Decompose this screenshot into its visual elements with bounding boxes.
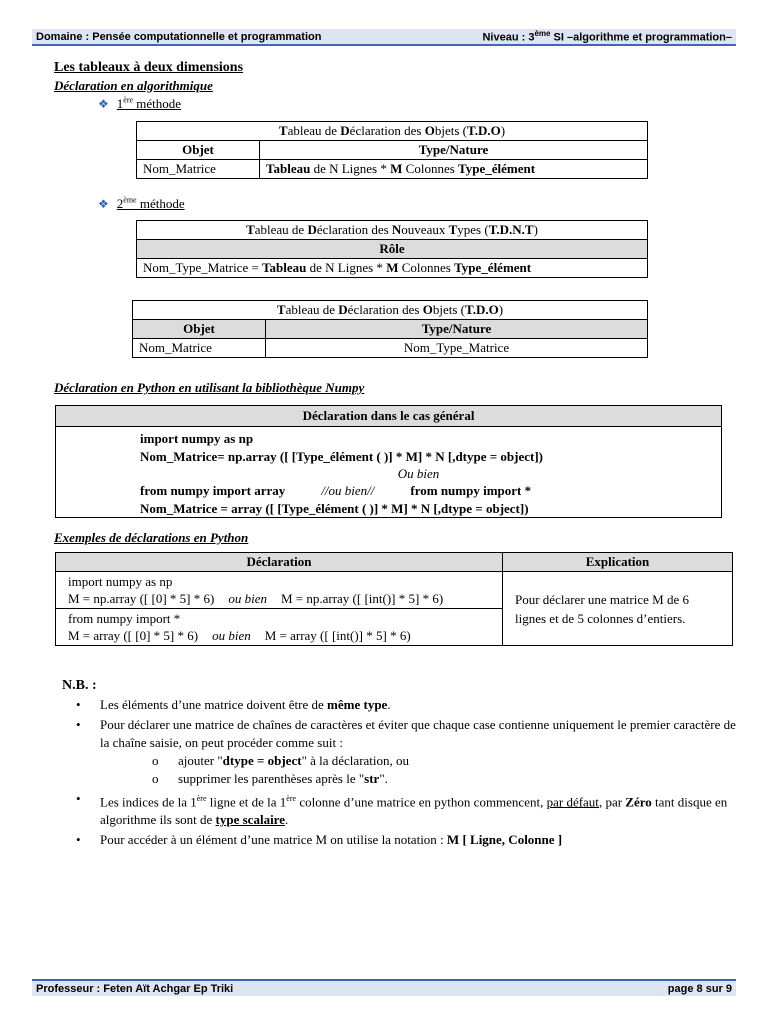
nb-title: N.B. : [62, 678, 97, 693]
col-objet: Objet [137, 141, 260, 160]
cell-type: Tableau de N Lignes * M Colonnes Type_élément [260, 160, 648, 179]
col-role: Rôle [137, 240, 648, 259]
method-1-label: ❖ 1ère méthode [98, 95, 182, 111]
section-decl-python: Déclaration en Python en utilisant la bibliothèque Numpy [54, 380, 365, 395]
example-row-1: import numpy as np M = np.array ([ [0] * 5] * 6) ou bien M = np.array ([ [int()] * 5] * 6) [56, 572, 503, 609]
nb-list [76, 696, 736, 851]
section-decl-algo: Déclaration en algorithmique [54, 78, 213, 93]
col-declaration: Déclaration [56, 553, 503, 572]
diamond-bullet-icon: ❖ [98, 97, 109, 111]
col-explication: Explication [503, 553, 733, 572]
list-item: • Pour accéder à un élément d’une matrice M on utilise la notation : M [ Ligne, Colonne ] [76, 832, 563, 848]
sub-list-item: o ajouter "dtype = object" à la déclaration, ou [152, 753, 410, 768]
footer-page-number: page 8 sur 9 [667, 982, 732, 995]
section-examples: Exemples de déclarations en Python [54, 530, 249, 545]
code-line: from numpy import array //ou bien// from numpy import * [140, 483, 532, 498]
examples-table [55, 552, 733, 646]
code-line: Nom_Matrice= np.array ([ [Type_élément ( )] * M] * N [,dtype = object]) [140, 449, 544, 464]
cell-objet: Nom_Matrice [137, 160, 260, 179]
code-line: import numpy as np [140, 431, 254, 446]
example-row-2: from numpy import * M = array ([ [0] * 5] * 6) ou bien M = array ([ [int()] * 5] * 6) [56, 609, 503, 646]
python-decl-caption: Déclaration dans le cas général [56, 406, 721, 427]
header-domain: Domaine : Pensée computationnelle et programmation [36, 30, 322, 43]
col-type-nature: Type/Nature [266, 320, 648, 339]
tdnt-table [136, 220, 648, 278]
cell-role: Nom_Type_Matrice = Tableau de N Lignes * M Colonnes Type_élément [137, 259, 648, 278]
tdo-table-2 [132, 300, 648, 358]
page-footer [32, 979, 736, 996]
method-2-label: ❖ 2ème méthode [98, 195, 185, 211]
list-item: • Les indices de la 1ère ligne et de la 1ère colonne d’une matrice en python commencent, par défaut, par Zéro tant disque en algorithme ils sont de type scalaire. [76, 791, 728, 828]
explication-cell: Pour déclarer une matrice M de 6 lignes et de 5 colonnes d’entiers. [503, 572, 733, 646]
cell-type: Nom_Type_Matrice [266, 339, 648, 358]
tdo-caption: Tableau de Déclaration des Objets (T.D.O) [137, 122, 648, 141]
col-objet: Objet [133, 320, 266, 339]
tdo2-caption: Tableau de Déclaration des Objets (T.D.O) [133, 301, 648, 320]
cell-objet: Nom_Matrice [133, 339, 266, 358]
page-title: Les tableaux à deux dimensions [54, 60, 244, 75]
code-line: Nom_Matrice = array ([ [Type_élément ( )] * M] * N [,dtype = object]) [140, 501, 529, 516]
list-item: • Pour déclarer une matrice de chaînes de caractères et éviter que chaque case contienne uniquement le premier caractère de la chaîne saisie, on peut procéder comme suit : o ajouter "dtype = object" à la déclaration, ou o supprimer les parenthèses après le "str". [76, 717, 736, 786]
tdo-table-1 [136, 121, 648, 179]
ou-bien: Ou bien [397, 466, 440, 481]
sub-list-item: o supprimer les parenthèses après le "str". [152, 771, 388, 786]
page-header [32, 29, 736, 46]
python-decl-box [55, 405, 722, 518]
footer-professor: Professeur : Feten Aït Achgar Ep Triki [36, 982, 234, 995]
header-level: Niveau : 3ème SI –algorithme et programmation– [482, 29, 732, 44]
list-item: • Les éléments d’une matrice doivent être de même type. [76, 697, 391, 712]
tdnt-caption: Tableau de Déclaration des Nouveaux Types (T.D.N.T) [137, 221, 648, 240]
diamond-bullet-icon: ❖ [98, 197, 109, 211]
col-type-nature: Type/Nature [260, 141, 648, 160]
